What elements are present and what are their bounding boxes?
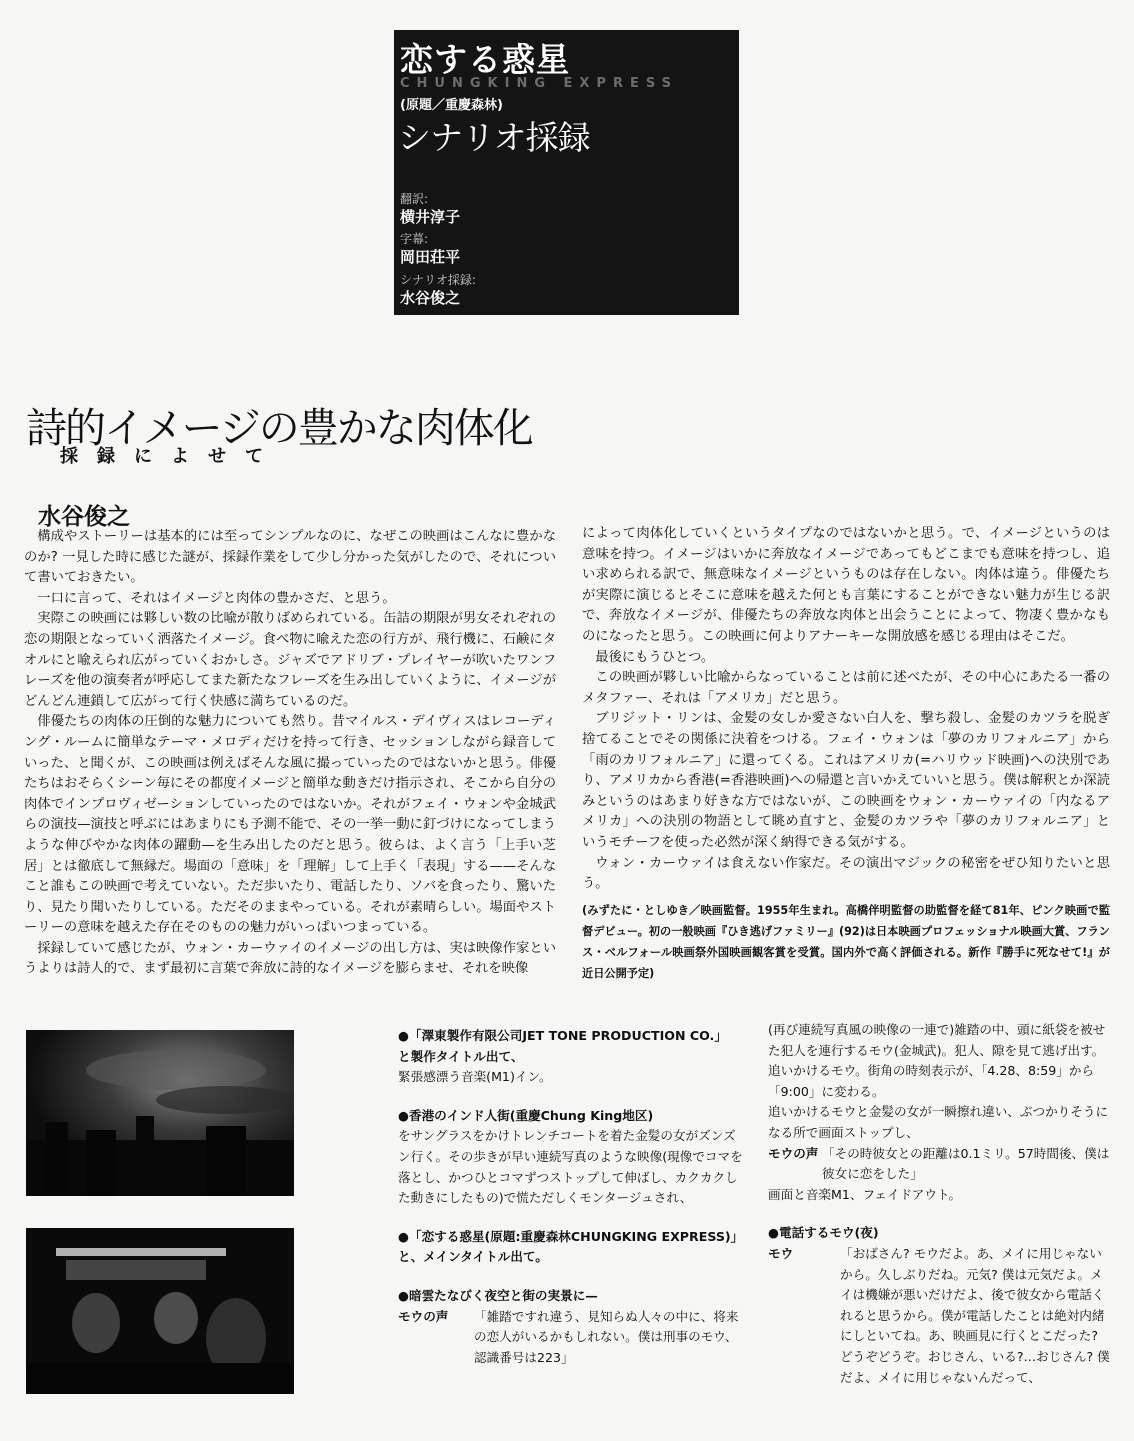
author-bio: (みずたに・としゆき／映画監督。1955年生まれ。高橋伴明監督の助監督を経て81年、ピンク映画で監督デビュー。初の一般映画『ひき逃げファミリー』(92)は日本映画プロフェッショナル映画大賞、フランス・ベルフォール映画祭外国映画観客賞を受賞。国内外で高く評価される。新作『勝手に死なせて!』が近日公開予定): [582, 904, 1110, 980]
script-column-right: [768, 1020, 1114, 1388]
scene-heading: ●「澤東製作有限公司JET TONE PRODUCTION CO.」: [398, 1028, 727, 1043]
credit-label-translation: 翻訳:: [400, 192, 429, 206]
scene-description: (再び連続写真風の映像の一連で)雑踏の中、頭に紙袋を被せた犯人を連行するモウ(金城武)。犯人、隙を見て逃げ出す。追いかけるモウ。街角の時刻表示が、「4.28、8:59」から「9:00」に変わる。: [768, 1022, 1106, 1099]
essay-paragraph: 俳優たちの肉体の圧倒的な魅力についても然り。昔マイルス・デイヴィスはレコーディング・ルームに簡単なテーマ・メロディだけを持って行き、セッションしながら録音していった、と聞くが、この映画は例えばそんな風に撮っていったのではないかと思う。俳優たちはおそらくシーン毎にその都度イメージと簡単な動きだけ指示され、そこから自分の肉体でインプロヴィゼーションしていったのではないか。それがフェイ・ウォンや金城武らの演技—演技と呼ぶにはあまりにも予測不能で、その一挙一動に釘づけになってしまうような伸びやかな肉体の躍動—を生み出したのだと思う。彼らは、よく言う「上手い芝居」とは徹底して無縁だ。場面の「意味」を「理解」して上手く「表現」する——そんなこと誰もこの映画で考えていない。ただ歩いたり、電話したり、ソバを食ったり、驚いたり、見たり聞いたりしている。ただそのままやっている。それが素晴らしい。場面やストーリーの意味を越えた存在そのものの魅力がいっぱいつまっている。: [24, 714, 557, 936]
scene-heading: ●電話するモウ(夜): [768, 1225, 879, 1241]
scene-heading: ●香港のインド人街(重慶Chung King地区): [398, 1107, 654, 1123]
essay-paragraph: 構成やストーリーは基本的には至ってシンプルなのに、なぜこの映画はこんなに豊かなのか? 一見した時に感じた謎が、採録作業をして少し分かった気がしたので、それについて書いておきたい。: [24, 529, 556, 586]
dialogue-line: 「その時彼女との距離は0.1ミリ。57時間後、僕は彼女に恋をした」: [822, 1145, 1110, 1182]
credit-name-scenario: 水谷俊之: [400, 289, 461, 307]
english-title: CHUNGKING EXPRESS: [400, 76, 678, 91]
author-name: 水谷俊之: [38, 504, 130, 530]
night-sky-image: [26, 1030, 294, 1196]
scene-description: をサングラスをかけトレンチコートを着た金髪の女がズンズン行く。その歩きが早い連続写真のような映像(現像でコマを落とし、かつひとコマずつストップして伸ばし、カクカクした動きにしたもの)で慌ただしくモンタージュされ、: [398, 1128, 743, 1206]
scene-description: 画面と音楽M1、フェイドアウト。: [768, 1186, 962, 1202]
essay-paragraph: 一口に言って、それはイメージと肉体の豊かさだ、と思う。: [37, 590, 396, 606]
essay-paragraph: 採録していて感じたが、ウォン・カーウァイのイメージの出し方は、実は映像作家というよりは詩人的で、まず最初に言葉で奔放に詩的なイメージを膨らませ、それを映像: [24, 940, 556, 977]
article-headline: 詩的イメージの豊かな肉体化: [26, 404, 532, 452]
essay-right-column: [582, 524, 1110, 895]
dialogue: [768, 1144, 1114, 1185]
scene-line: と、メインタイトル出て。: [398, 1249, 548, 1265]
scene-heading: ●「恋する惑星(原題:重慶森林CHUNGKING EXPRESS)」: [398, 1228, 744, 1244]
dialogue-line: 「雑踏ですれ違う、見知らぬ人々の中に、将来の恋人がいるかもしれない。僕は刑事のモウ、認識番号は223」: [474, 1308, 739, 1365]
credit-label-subtitles: 字幕:: [400, 232, 429, 246]
dialogue: [398, 1307, 744, 1369]
essay-left-column: [24, 527, 556, 980]
essay-paragraph: ウォン・カーウァイは食えない作家だ。その演出マジックの秘密をぜひ知りたいと思う。: [582, 855, 1110, 892]
dialogue: [768, 1244, 1114, 1388]
script-column-middle: [398, 1026, 744, 1368]
scene-description: 追いかけるモウと金髪の女が一瞬擦れ違い、ぶつかりそうになる所で画面ストップし、: [768, 1104, 1109, 1140]
scene-line: と製作タイトル出て、: [398, 1048, 524, 1064]
credit-label-scenario: シナリオ採録:: [400, 273, 476, 287]
essay-paragraph: によって肉体化していくというタイプなのではないかと思う。で、イメージというのは意味を持つ。イメージはいかに奔放なイメージであってもどこまでも意味を持つし、追い求められる訳で、無意味なイメージというものは存在しない。肉体は違う。俳優たちが実際に演じるとそこに意味を越えた何とも言葉にすることができない魅力が生じる訳で、奔放なイメージが、俳優たちの奔放な肉体と出会うことによって、物凄く豊かなものになったと思う。この映画に何よりアナーキーな開放感を感じる理由はそこだ。: [582, 526, 1110, 644]
phone-scene-image: [26, 1228, 294, 1394]
credit-name-translation: 横井淳子: [400, 208, 461, 226]
essay-paragraph: 最後にもうひとつ。: [595, 649, 715, 665]
credit-name-subtitles: 岡田荘平: [400, 248, 461, 266]
essay-paragraph: 実際この映画には夥しい数の比喩が散りばめられている。缶詰の期限が男女それぞれの恋の期限となっていく洒落たイメージ。食べ物に喩えた恋の行方が、飛行機に、石鹸にタオルにと喩えられ広がっていくおかしさ。ジャズでアドリブ・プレイヤーが吹いたワンフレーズを他の演奏者が呼応してまた新たなフレーズを生み出していくように、イメージがどんどん連鎖して広がって行く快感に満ちているのだ。: [24, 611, 556, 709]
film-still-night-sky: [26, 1030, 294, 1196]
film-title: 恋する惑星: [400, 40, 570, 79]
speaker-name: モウの声: [398, 1308, 449, 1324]
title-block: [394, 30, 739, 315]
original-title: (原題／重慶森林): [400, 98, 503, 113]
essay-paragraph: ブリジット・リンは、金髪の女しか愛さない白人を、撃ち殺し、金髪のカツラを脱ぎ捨てることでその関係に決着をつける。フェイ・ウォンは「夢のカリフォルニア」から「雨のカリフォルニア」に還ってくる。これはアメリカ(=ハリウッド映画)への決別であり、アメリカから香港(=香港映画)への帰還と言いかえていいと思う。僕は解釈とか深読みというのはあまり好きな方ではないが、この映画をウォン・カーウァイの「内なるアメリカ」への決別の物語として眺め直すと、金髪のカツラや「夢のカリフォルニア」というモチーフを使った必然が深く納得できる気がする。: [582, 711, 1110, 850]
scene-line: 緊張感漂う音楽(M1)イン。: [398, 1069, 552, 1085]
speaker-name: モウの声: [768, 1145, 819, 1161]
essay-paragraph: この映画が夥しい比喩からなっていることは前に述べたが、その中心にあたる一番のメタファー、それは「アメリカ」だと思う。: [582, 670, 1110, 706]
film-still-phone-scene: [26, 1228, 294, 1394]
scenario-subtitle: シナリオ採録: [398, 118, 590, 157]
dialogue-line: 「おばさん? モウだよ。あ、メイに用じゃないから。久しぶりだね。元気? 僕は元気だよ。メイは機嫌が悪いだけだよ、後で彼女から電話くれると思うから。僕が電話したことは絶対内緒にしといてね。あ、映画見に行くとこだった? どうぞどうぞ。おじさん、いる?…おじさん? 僕だよ、メイに用じゃないんだって、: [840, 1245, 1110, 1385]
article-subheadline: 採録によせて: [60, 446, 282, 467]
speaker-name: モウ: [768, 1245, 794, 1261]
scene-heading: ●暗雲たなびく夜空と街の実景に—: [398, 1287, 598, 1303]
